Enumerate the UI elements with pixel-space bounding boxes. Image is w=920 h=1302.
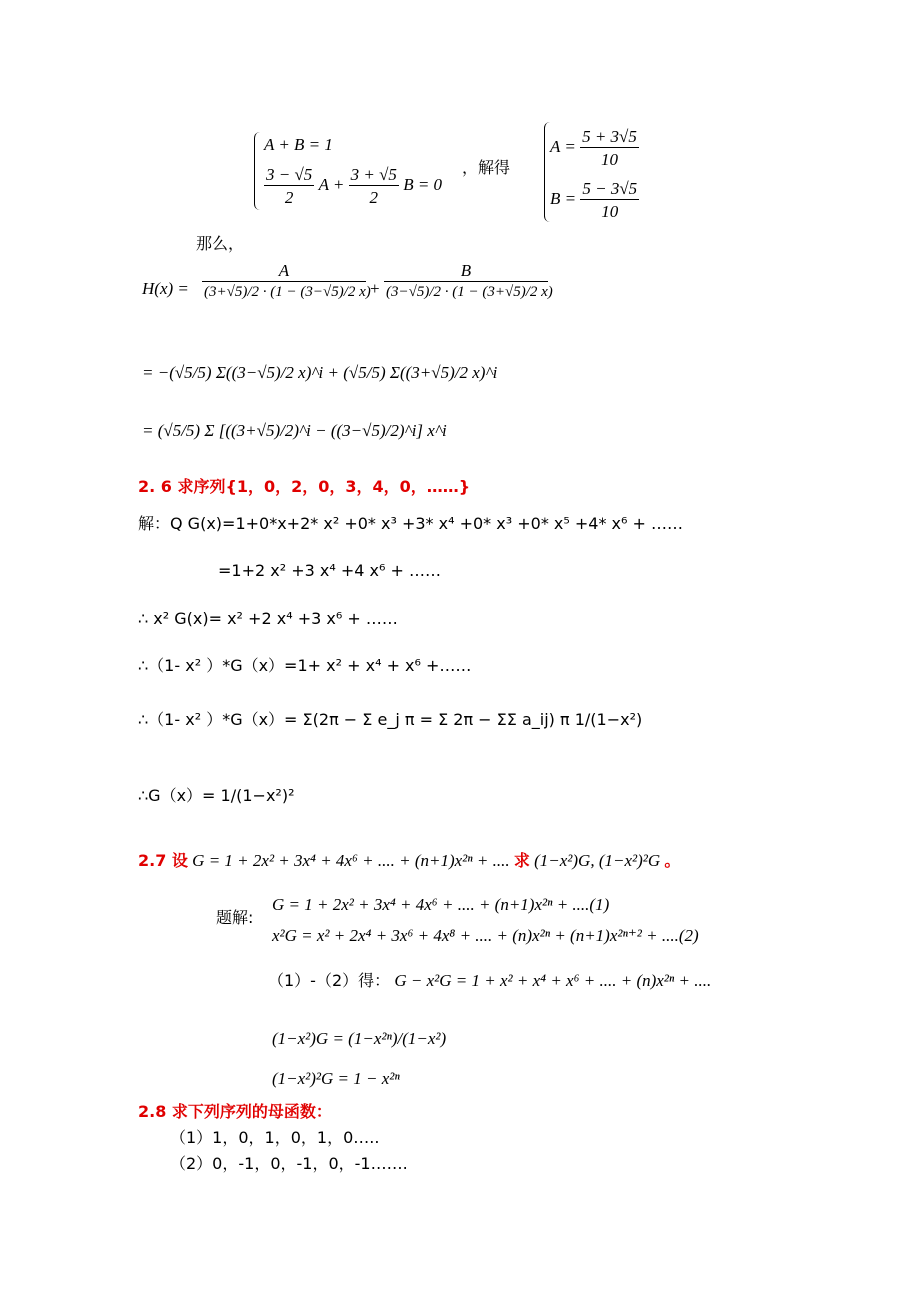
solve-label: ，解得 (462, 158, 511, 177)
p27-subtract: （1）-（2）得： G − x²G = 1 + x² + x⁴ + x⁶ + .... + (n)x²ⁿ + .... (268, 971, 712, 990)
p26-line5: ∴（1- x² ）*G（x）= Σ(2π − Σ e_j π = Σ 2π − ΣΣ a_ij) π 1/(1−x²) (138, 710, 643, 729)
p28-item1: （1）1，0，1，0，1，0….. (170, 1128, 380, 1147)
system-eq2: $\frac{3 - √5}{2}$ A + $\frac{3 + √5}{2}$ B = 0 (266, 165, 443, 207)
p28-item2: （2）0，-1，0，-1，0，-1……. (170, 1154, 408, 1173)
system-brace-left (254, 132, 263, 210)
problem-2-7-title: 2.7 设 G = 1 + 2x² + 3x⁴ + 4x⁶ + .... + (n+1)x²ⁿ + .... 求 (1−x²)G, (1−x²)²G 。 (138, 851, 681, 870)
p27-solution-label: 题解: (216, 908, 254, 927)
h-line3: = (√5/5) Σ [((3+√5)/2)^i − ((3−√5)/2)^i] x^i (142, 421, 447, 440)
h-line2: = −(√5/5) Σ((3−√5)/2 x)^i + (√5/5) Σ((3+√5)/2 x)^i (142, 363, 498, 382)
p27-eq1: G = 1 + 2x² + 3x⁴ + 4x⁶ + .... + (n+1)x²ⁿ + ....(1) (272, 895, 610, 914)
solution-A: A = $\frac{5 + 3√5}{10}$ (550, 127, 637, 169)
problem-2-8-title: 2.8 求下列序列的母函数： (138, 1102, 332, 1121)
p26-line4: ∴（1- x² ）*G（x）=1+ x² + x⁴ + x⁶ +…… (138, 656, 472, 675)
p26-line2: =1+2 x² +3 x⁴ +4 x⁶ + …… (218, 561, 441, 580)
h-plus: + (370, 279, 380, 298)
p27-eq4: (1−x²)G = (1−x²ⁿ)/(1−x²) (272, 1029, 447, 1048)
then-label: 那么， (196, 234, 245, 253)
system-eq1: A + B = 1 (264, 135, 333, 154)
p26-line3: ∴ x² G(x)= x² +2 x⁴ +3 x⁶ + …… (138, 609, 398, 628)
p26-line6: ∴G（x）= 1/(1−x²)² (138, 786, 295, 805)
p27-eq5: (1−x²)²G = 1 − x²ⁿ (272, 1069, 400, 1088)
h-term-A: $\frac{A}{(3+√5)/2 \cdot (1 - (3-√5)/2 x)}$ (204, 261, 371, 300)
problem-2-6-title: 2. 6 求序列{1，0，2，0，3，4，0，……} (138, 477, 471, 496)
p26-line1: 解：Q G(x)=1+0*x+2* x² +0* x³ +3* x⁴ +0* x³ +0* x⁵ +4* x⁶ + …… (138, 514, 684, 533)
h-lhs: H(x) = (142, 279, 189, 298)
p27-eq2: x²G = x² + 2x⁴ + 3x⁶ + 4x⁸ + .... + (n)x²ⁿ + (n+1)x²ⁿ⁺² + ....(2) (272, 926, 699, 945)
h-term-B: $\frac{B}{(3-√5)/2 \cdot (1 - (3+√5)/2 x)}$ (386, 261, 553, 300)
solution-B: B = $\frac{5 - 3√5}{10}$ (550, 179, 638, 221)
